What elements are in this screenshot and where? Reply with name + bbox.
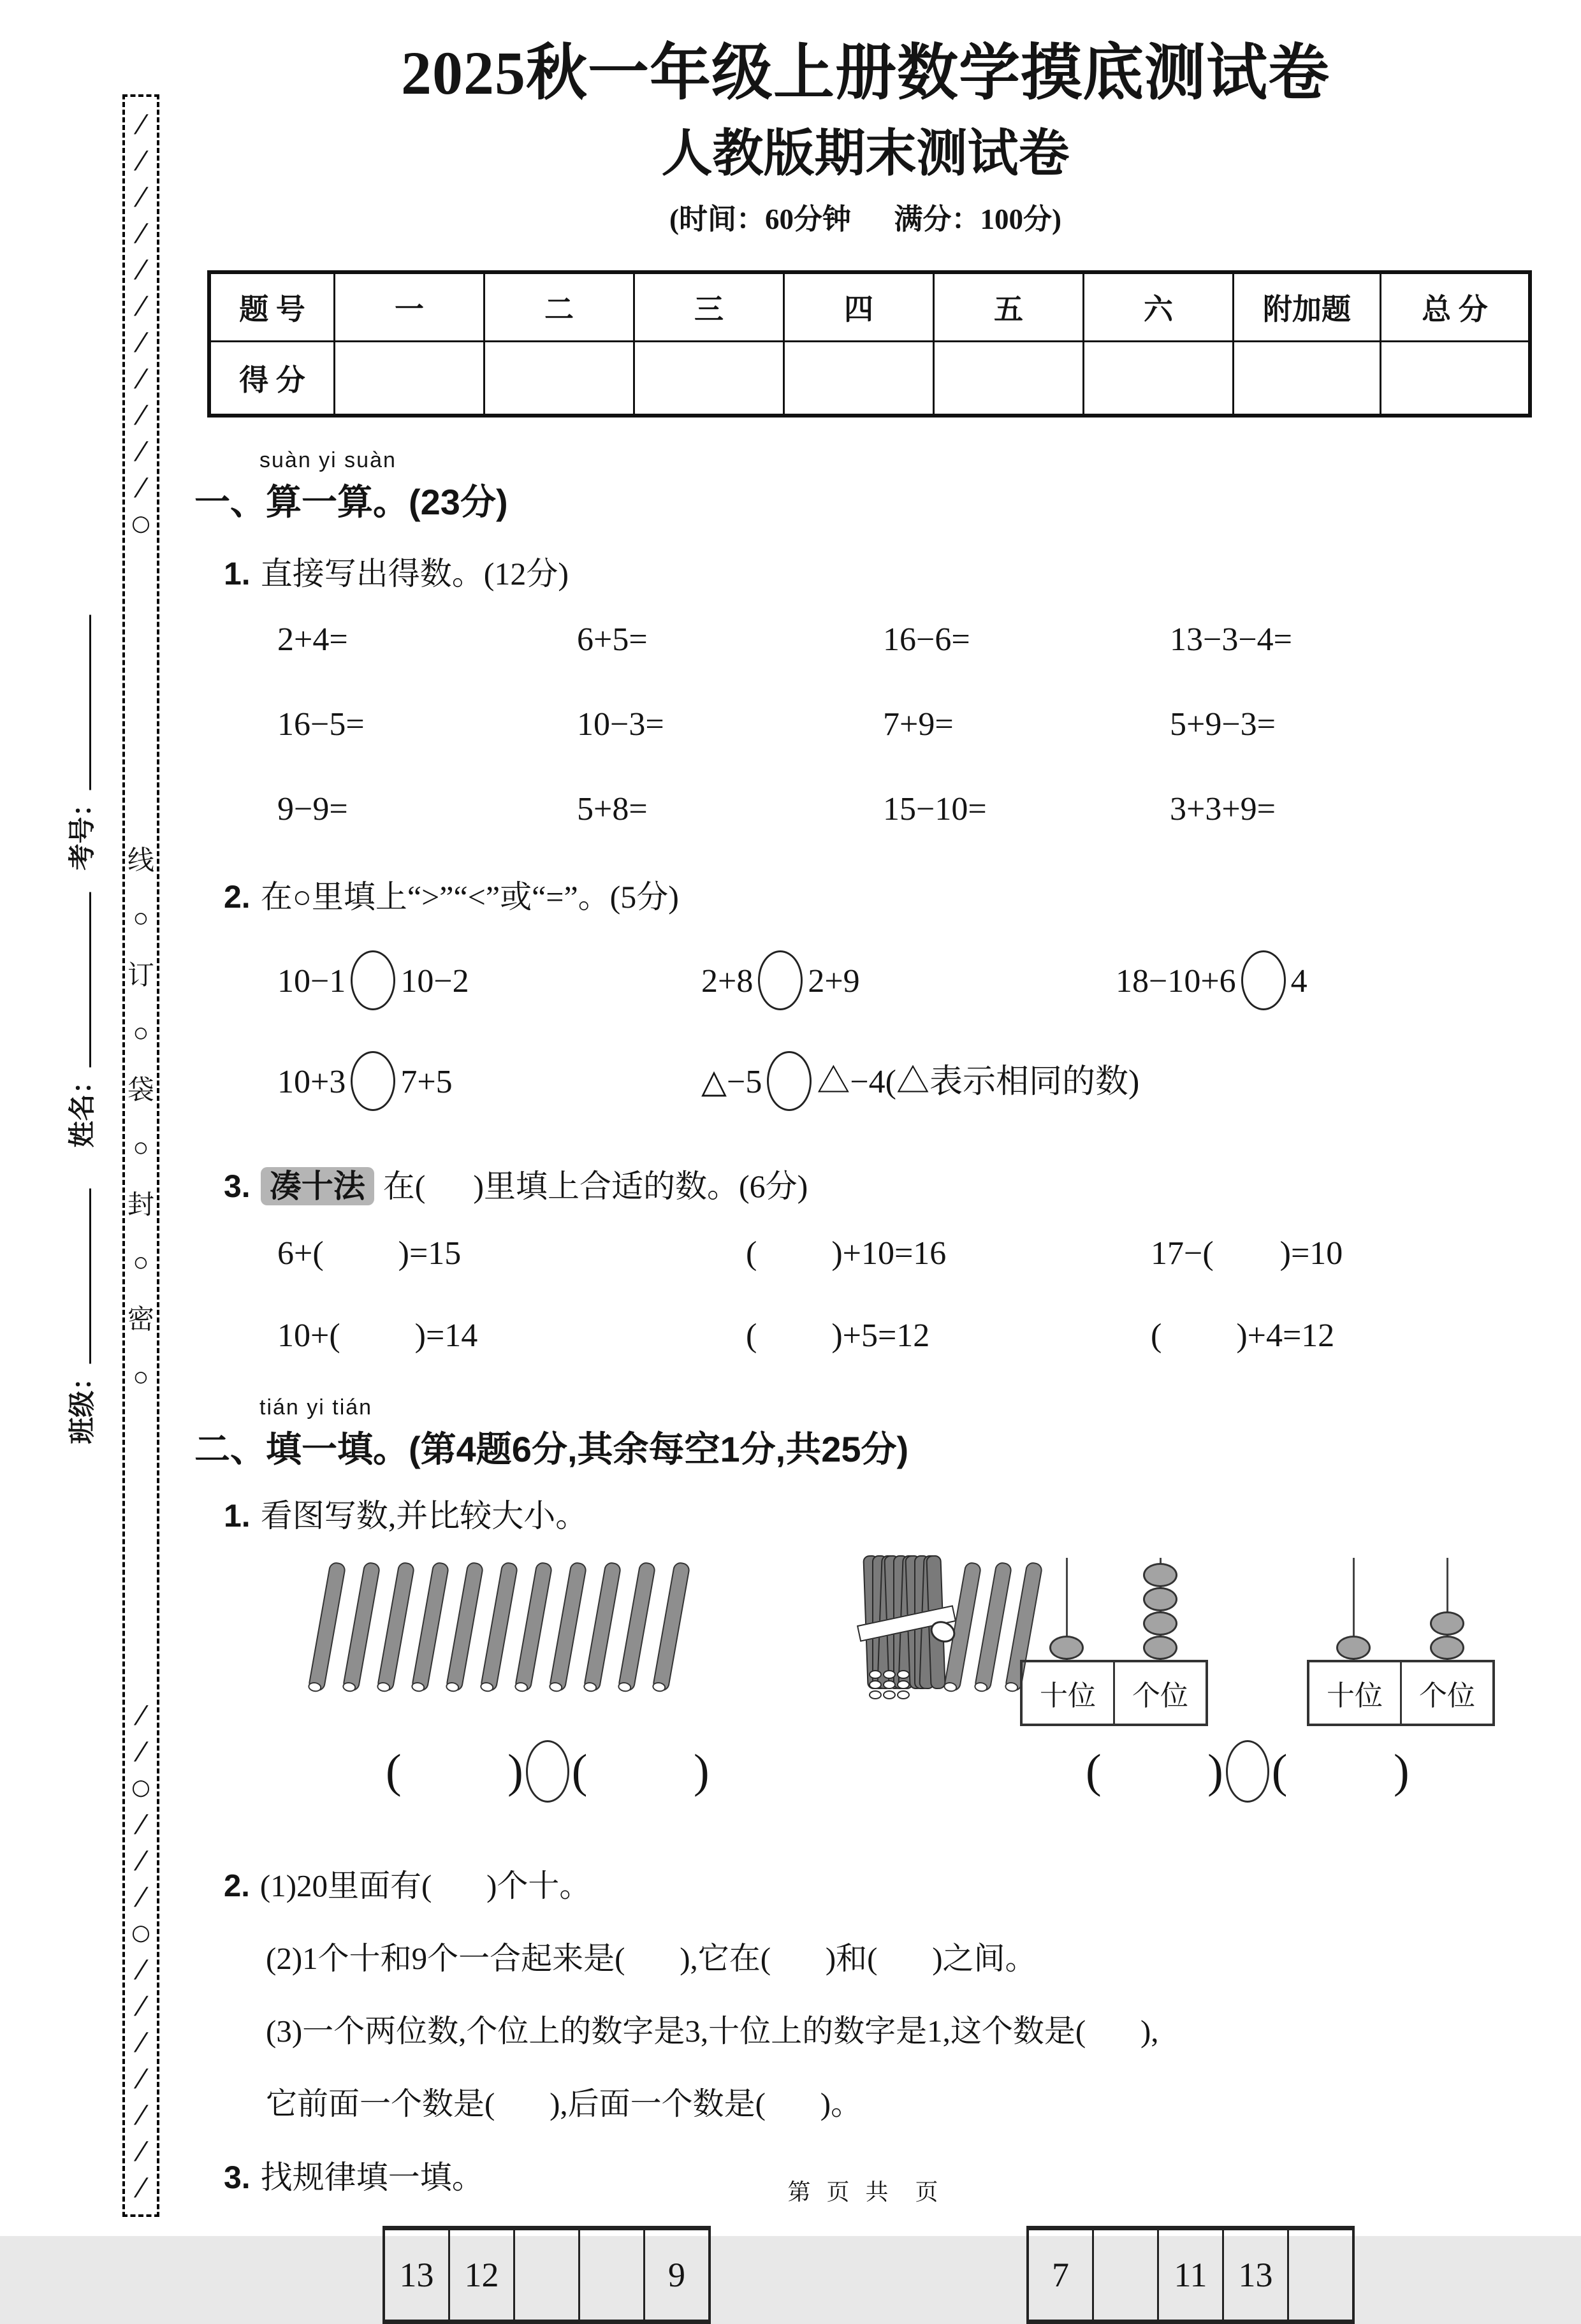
side-label-banji [61,1188,99,1444]
counting-stick [411,1562,449,1692]
arithmetic-item: 16−5= [277,706,365,743]
arithmetic-item: 16−6= [883,621,970,658]
question-line-text: 它前面一个数是( ),后面一个数是( )。 [266,2086,863,2122]
question-1-2-heading [224,871,1536,917]
comparison-circle [767,1051,812,1111]
question-text: 看图写数,并比较大小。 [260,1498,588,1534]
seal-slash-mark: / [132,1701,150,1729]
comparison-right-expression: △−4(△表示相同的数) [817,1064,1140,1101]
counting-stick [307,1562,346,1692]
comparison-right-expression: 2+9 [808,963,860,1000]
seal-circle-mark: ○ [133,904,149,933]
place-value-box [1020,1660,1208,1726]
comparison-right-expression: 10−2 [400,963,469,1000]
seal-circle-mark: ○ [131,511,150,536]
bundle-stick-ends [869,1670,917,1699]
answer-blank: ( ) [1086,1745,1223,1797]
counting-stick [617,1562,656,1692]
question-number: 3. [224,1168,251,1205]
pattern-cell-empty [514,2228,579,2322]
seal-text-character: 线 [127,846,154,876]
fill-blank-item: ( )+4=12 [1151,1318,1335,1354]
seal-slash-mark: / [132,364,150,392]
stick-end [883,1690,896,1699]
comparison-item [277,950,701,1018]
seal-slash-mark: / [132,146,150,174]
stick-end [869,1670,882,1679]
answer-blank: ( ) [386,1745,523,1797]
seal-circle-mark: ○ [133,1363,149,1392]
score-table [207,270,1532,418]
section-2-heading: 二、填一填。(第4题6分,其余每空1分,共25分) [194,1429,909,1470]
answer-blank: ( ) [1271,1745,1410,1797]
score-table-header-cell: 六 [1084,272,1234,342]
counting-stick [479,1562,518,1692]
arithmetic-item: 13−3−4= [1170,621,1292,658]
question-text: 找规律填一填。 [260,2160,484,2196]
stick-end [897,1690,910,1699]
side-label-kaohao [61,614,99,870]
comparison-row [277,950,1536,1018]
seal-slash-mark: / [132,1846,150,1874]
score-cell-empty [934,342,1084,416]
page-subtitle: 人教版期末测试卷 [661,126,1070,183]
counting-stick [514,1562,553,1692]
question-line-text: (3)一个两位数,个位上的数字是3,十位上的数字是1,这个数是( ), [266,2014,1159,2049]
number-pattern-row [1028,2228,1353,2322]
stick-bundle [865,1555,943,1694]
score-cell-empty [335,342,484,416]
page-footer: 第 页 共 页 [787,2179,943,2205]
score-table-header-cell: 三 [634,272,784,342]
seal-slash-mark: / [132,437,150,465]
answer-blank: ( ) [571,1745,710,1797]
arithmetic-item: 2+4= [277,621,348,658]
comparison-left-expression: 2+8 [701,963,754,1000]
seal-circle-mark: ○ [133,1248,149,1277]
comparison-circle [351,950,395,1010]
seal-text-character: 袋 [127,1076,154,1105]
pattern-cell: 13 [384,2228,449,2322]
score-table-header-cell: 一 [335,272,484,342]
pattern-cell-empty [579,2228,645,2322]
seal-slash-mark: / [132,1737,150,1765]
seal-text-character: 封 [127,1191,154,1220]
question-1-1-heading [224,548,1536,594]
question-text: 直接写出得数。(12分) [260,556,569,592]
arithmetic-item: 7+9= [883,706,954,743]
question-text: 在○里填上“>”“<”或“=”。(5分) [260,879,679,915]
arithmetic-item: 5+9−3= [1170,706,1276,743]
seal-slash-mark: / [132,110,150,138]
seal-slash-mark: / [132,182,150,210]
page-title: 2025秋一年级上册数学摸底测试卷 [401,39,1330,107]
abacus-bead [1143,1563,1177,1587]
score-cell-empty [1234,342,1381,416]
question-text: 在( )里填上合适的数。(6分) [382,1168,808,1205]
abacus-bead [1049,1636,1084,1660]
seal-strip-characters [127,832,154,1406]
fill-blank-item: 10+( )=14 [277,1318,478,1354]
arithmetic-item: 6+5= [577,621,648,658]
stick-end [883,1680,896,1689]
abacus-bead [1143,1611,1177,1636]
arithmetic-item: 3+3+9= [1170,791,1276,828]
score-cell-empty [634,342,784,416]
seal-slash-mark: / [132,291,150,319]
tens-place-label: 十位 [1309,1662,1402,1724]
number-pattern-table [382,2226,711,2324]
side-label-text: 考号： [68,790,98,871]
section-1-heading: 一、算一算。(23分) [194,482,508,523]
abacus-bead [1143,1636,1177,1660]
side-label-xingming [61,892,99,1147]
pinyin-annotation: suàn yi suàn [259,448,397,473]
pattern-cell: 11 [1158,2228,1223,2322]
fill-blank-item: ( )+5=12 [746,1318,930,1354]
seal-slash-mark: / [132,2173,150,2201]
loose-sticks-group [319,1562,680,1692]
question-number: 3. [224,2160,251,2196]
question-line [194,2068,1536,2140]
seal-text-character: 订 [127,961,154,991]
question-line-text: (2)1个十和9个一合起来是( ),它在( )和( )之间。 [266,1941,1037,1977]
paper-body [194,38,1536,2324]
number-pattern-tables [382,2226,1536,2324]
section-1 [194,448,1536,1354]
seal-slash-mark: / [132,2100,150,2128]
exam-time-score-line: (时间：60分钟 满分：100分) [669,203,1061,236]
place-value-abacus [1020,1558,1209,1725]
comparison-row [277,1051,1536,1119]
side-label-underline [85,892,91,1067]
stick-end [883,1670,896,1679]
seal-strip-top-marks [131,106,150,542]
stick-end [897,1680,910,1689]
question-line [194,1995,1536,2068]
fill-blank-grid [277,1235,1536,1354]
question-number: 1. [224,1498,251,1534]
number-pattern-table [1026,2226,1355,2324]
score-table-header-cell: 四 [784,272,934,342]
counting-stick [583,1562,622,1692]
comparison-item [277,1051,701,1119]
counting-figure [194,1550,1536,1831]
score-cell-empty [1381,342,1531,416]
comparison-circle [526,1740,569,1803]
pattern-cell: 13 [1223,2228,1288,2322]
comparison-right-expression: 4 [1290,963,1308,1000]
comparison-circle [351,1051,395,1111]
question-number: 1. [224,556,251,592]
question-2-1-heading [224,1490,1536,1536]
seal-slash-mark: / [132,400,150,428]
place-value-abacus [1307,1558,1496,1725]
seal-slash-mark: / [132,255,150,283]
pattern-cell: 7 [1028,2228,1093,2322]
comparison-item [701,1051,1536,1119]
score-table-score-row [209,342,1530,416]
comparison-left-expression: 10−1 [277,963,346,1000]
counting-stick [376,1562,415,1692]
score-table-header-cell: 二 [484,272,634,342]
question-number: 2. [224,879,251,915]
ones-place-label: 个位 [1419,1680,1475,1712]
seal-strip [122,94,159,2217]
seal-circle-mark: ○ [131,1920,150,1945]
abacus-bead [1143,1587,1177,1611]
fill-blank-item: ( )+10=16 [746,1235,947,1272]
arithmetic-grid [277,621,1536,828]
score-table-header-cell: 五 [934,272,1084,342]
seal-circle-mark: ○ [133,1019,149,1048]
pattern-cell-empty [1093,2228,1158,2322]
score-row-label: 得 分 [209,342,335,416]
counting-stick [342,1562,381,1692]
fill-blank-item: 6+( )=15 [277,1235,462,1272]
counting-stick [548,1562,587,1692]
side-label-underline [85,1188,91,1363]
stick-end [869,1680,882,1689]
method-badge: 凑十法 [261,1167,374,1205]
comparison-left-expression: △−5 [701,1064,762,1101]
comparison-rows [194,950,1536,1119]
seal-slash-mark: / [132,219,150,247]
side-label-text: 班级： [68,1363,98,1444]
abacus-bead [1430,1611,1464,1636]
pinyin-annotation: tián yi tián [259,1395,373,1420]
stick-end [897,1670,910,1679]
tens-place-label: 十位 [1023,1662,1115,1724]
seal-text-character: 密 [127,1305,154,1335]
comparison-left-expression: 18−10+6 [1116,963,1236,1000]
place-value-box [1307,1660,1495,1726]
pattern-cell-empty [1288,2228,1354,2322]
abacus-bead [1430,1636,1464,1660]
side-label-text: 姓名： [68,1067,98,1148]
score-table-header-cell: 附加题 [1234,272,1381,342]
arithmetic-item: 5+8= [577,791,648,828]
comparison-circle [1226,1740,1269,1803]
comparison-item [701,950,1116,1018]
side-label-underline [85,614,91,790]
counting-stick [445,1562,484,1692]
seal-slash-mark: / [132,2064,150,2092]
comparison-right-expression: 7+5 [400,1064,453,1101]
comparison-item [1116,950,1536,1018]
seal-slash-mark: / [132,473,150,501]
comparison-left-expression: 10+3 [277,1064,346,1101]
seal-slash-mark: / [132,1991,150,2019]
score-cell-empty [484,342,634,416]
arithmetic-item: 15−10= [883,791,987,828]
seal-slash-mark: / [132,1810,150,1838]
seal-slash-mark: / [132,328,150,356]
seal-circle-mark: ○ [131,1775,150,1800]
question-number: 2. [224,1869,250,1904]
seal-slash-mark: / [132,1955,150,1983]
arithmetic-item: 10−3= [577,706,664,743]
score-cell-empty [784,342,934,416]
seal-strip-bottom-marks [131,1697,150,2205]
abacus-compare-answer [1086,1740,1410,1803]
question-2-2-block [194,1850,1536,2140]
seal-slash-mark: / [132,1882,150,1910]
question-line-text: (1)20里面有( )个十。 [259,1868,591,1904]
abacus-bead [1336,1636,1371,1660]
score-table-header-cell: 题 号 [209,272,335,342]
score-table-header-row [209,272,1530,342]
sticks-compare-answer [386,1740,710,1803]
ones-place-label: 个位 [1132,1680,1188,1712]
question-line [194,1850,1536,1922]
question-line [194,1922,1536,1995]
stick-end [869,1690,882,1699]
score-table-header-cell: 总 分 [1381,272,1531,342]
question-1-3-heading [224,1161,1536,1207]
number-pattern-row [384,2228,710,2322]
score-cell-empty [1084,342,1234,416]
seal-slash-mark: / [132,2137,150,2165]
seal-circle-mark: ○ [133,1133,149,1163]
counting-stick [652,1562,690,1692]
pattern-cell: 9 [645,2228,710,2322]
pattern-cell: 12 [449,2228,514,2322]
arithmetic-item: 9−9= [277,791,348,828]
seal-slash-mark: / [132,2028,150,2056]
comparison-circle [1241,950,1286,1010]
comparison-circle [758,950,803,1010]
fill-blank-item: 17−( )=10 [1151,1235,1343,1272]
